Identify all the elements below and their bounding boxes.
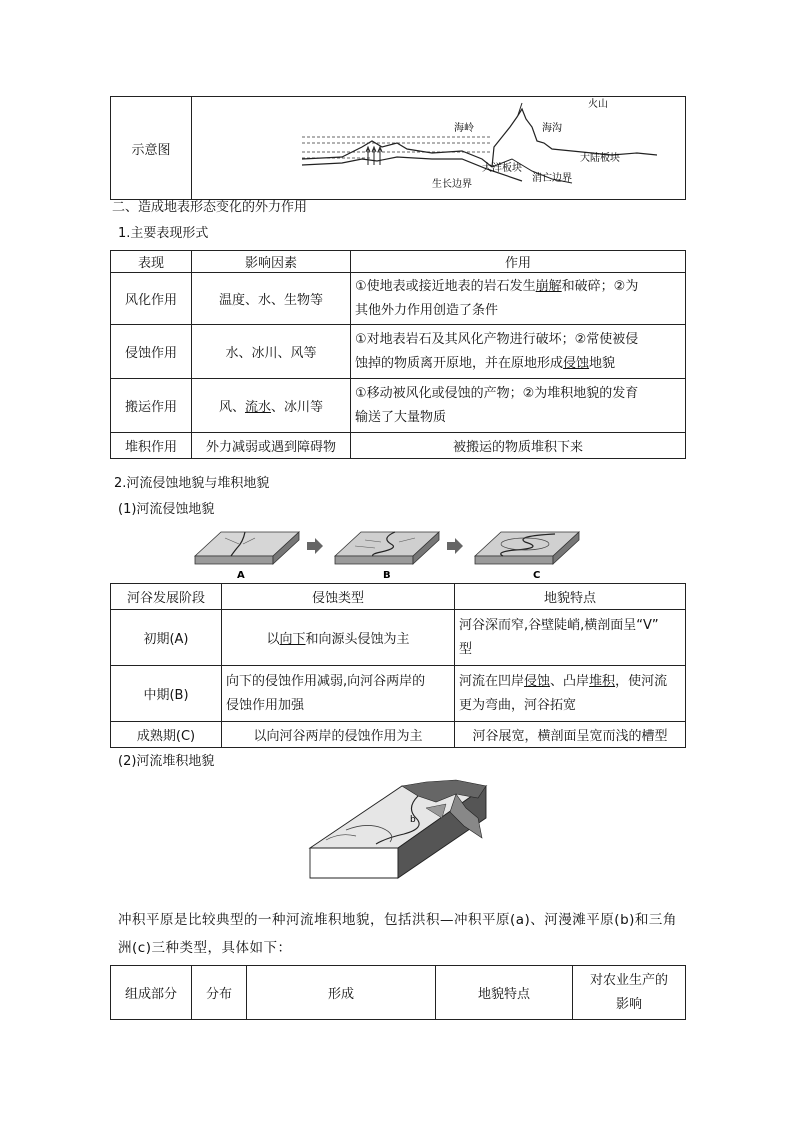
t1-factor-cell xyxy=(192,433,351,459)
t1-effect-cell xyxy=(351,433,686,459)
stage-label-c: C xyxy=(533,570,541,581)
label-hailing-text: 海岭 xyxy=(454,123,474,134)
t3-header: 组成部分 xyxy=(124,987,177,1002)
t2-stage: 中期(B) xyxy=(143,688,189,703)
t1-name: 堆积作用 xyxy=(124,440,177,455)
table-row xyxy=(111,666,686,722)
t2-feature-text: 更为弯曲，河谷拓宽 xyxy=(459,697,577,713)
paragraph-line-2: 洲(c)三种类型，具体如下： xyxy=(118,940,292,956)
sub1-title: 1.主要表现形式 xyxy=(118,226,209,241)
t1-factor: 水、冰川、风等 xyxy=(225,346,317,361)
t3-header: 形成 xyxy=(327,987,354,1002)
t2-header: 侵蚀类型 xyxy=(311,591,364,606)
paragraph-line-1: 冲积平原是比较典型的一种河流堆积地貌，包括洪积—冲积平原(a)、河漫滩平原(b)和三角 xyxy=(118,912,677,928)
t1-effect-text: ①移动被风化或侵蚀的产物；②为堆积地貌的发育 xyxy=(355,385,639,401)
label-haigou: 海沟 xyxy=(542,123,562,134)
t3-header-cell xyxy=(436,966,573,1020)
t3-header: 分布 xyxy=(205,987,232,1002)
t2-stage-cell xyxy=(111,610,222,666)
t2-feature-cell xyxy=(455,722,686,748)
t1-factor: 风、 xyxy=(218,400,245,415)
table-row xyxy=(111,379,686,433)
t1-effect-text: ①使地表或接近地表的岩石发生 xyxy=(355,278,536,294)
t2-feature-text: 河谷展宽，横剖面呈宽而浅的槽型 xyxy=(472,729,668,744)
t1-effect-cell xyxy=(351,273,686,325)
t2-feature-cell xyxy=(455,666,686,722)
stage-label-a: A xyxy=(237,570,245,581)
t2-feature-text: 河谷深而窄,谷壁陡峭,横剖面呈“V” xyxy=(459,617,659,633)
t1-header-cell xyxy=(351,251,686,273)
t2-stage-cell xyxy=(111,722,222,748)
t2-header-cell xyxy=(455,584,686,610)
table-row xyxy=(111,273,686,325)
table-row xyxy=(111,433,686,459)
t1-effect-cell xyxy=(351,379,686,433)
table-row xyxy=(111,610,686,666)
t2-feature-underlined: 堆积 xyxy=(589,673,616,689)
t1-header: 作用 xyxy=(504,256,531,271)
t1-name-cell xyxy=(111,379,192,433)
table-row xyxy=(111,722,686,748)
t2-type-cell xyxy=(222,610,455,666)
alluvial-plain-table xyxy=(110,965,686,1020)
label-huoshan: 火山 xyxy=(588,99,608,110)
t2-type-text: 侵蚀作用加强 xyxy=(226,697,305,713)
t2-type-cell xyxy=(222,722,455,748)
t1-name-cell xyxy=(111,273,192,325)
t1-header: 影响因素 xyxy=(244,256,297,271)
section2-title: 二、造成地表形态变化的外力作用 xyxy=(112,200,308,215)
t2-feature-text: 型 xyxy=(459,641,473,657)
t2-feature-text: 河流在凹岸 xyxy=(459,673,525,689)
t3-header-cell xyxy=(247,966,436,1020)
t3-header: 对农业生产的 xyxy=(589,972,668,988)
t2-header: 地貌特点 xyxy=(543,591,596,606)
valley-block-a xyxy=(195,532,299,564)
t2-feature-text: ，使河流 xyxy=(615,673,668,689)
t3-header: 地貌特点 xyxy=(477,987,530,1002)
table-row xyxy=(111,325,686,379)
t3-header-cell xyxy=(573,966,686,1020)
t1-name: 搬运作用 xyxy=(124,400,177,415)
sub2-title: 2.河流侵蚀地貌与堆积地貌 xyxy=(114,476,270,491)
t1-factor-cell xyxy=(192,379,351,433)
stage-label-b: B xyxy=(383,570,391,581)
t1-effect-text: 蚀掉的物质离开原地，并在原地形成 xyxy=(355,355,564,371)
diagram-label-cell xyxy=(111,97,192,200)
t2-header: 河谷发展阶段 xyxy=(126,591,205,606)
stage-arrow-icon xyxy=(307,538,323,554)
t2-feature-text: 、凸岸 xyxy=(550,673,590,689)
label-dayang: 大洋板块 xyxy=(482,163,522,174)
t1-effect-text: 其他外力作用创造了条件 xyxy=(355,302,499,318)
river-valley-stages-illustration xyxy=(185,526,605,582)
valley-block-c xyxy=(475,532,579,564)
t1-effect-text: 地貌 xyxy=(589,355,616,371)
t1-factor-underlined: 流水 xyxy=(244,400,271,415)
t1-name-cell xyxy=(111,433,192,459)
t1-factor-cell xyxy=(192,325,351,379)
t1-header-cell xyxy=(192,251,351,273)
t1-effect-text: 输送了大量物质 xyxy=(355,409,447,425)
t2-stage: 成熟期(C) xyxy=(136,729,196,744)
diagram-table xyxy=(110,96,686,200)
label-xiaowang: 消亡边界 xyxy=(532,173,572,184)
sub2-2-title: (2)河流堆积地貌 xyxy=(118,754,215,769)
t2-header-cell xyxy=(222,584,455,610)
t2-type-text: 以向河谷两岸的侵蚀作用为主 xyxy=(253,729,423,744)
label-dalu: 大陆板块 xyxy=(580,153,620,164)
t1-effect-underlined: 侵蚀 xyxy=(563,355,590,371)
t2-type-text: 向下的侵蚀作用减弱,向河谷两岸的 xyxy=(226,673,426,689)
t2-feature-cell xyxy=(455,610,686,666)
t1-factor: 温度、水、生物等 xyxy=(218,293,323,308)
river-valley-table xyxy=(110,583,686,748)
t1-name: 风化作用 xyxy=(124,293,177,308)
t2-stage-cell xyxy=(111,666,222,722)
t2-type-text: 和向源头侵蚀为主 xyxy=(305,632,410,647)
t1-header: 表现 xyxy=(137,256,164,271)
t1-effect-text: ①对地表岩石及其风化产物进行破坏；②常使被侵 xyxy=(355,331,639,347)
sub2-1-title: (1)河流侵蚀地貌 xyxy=(118,502,215,517)
stage-arrow-icon xyxy=(447,538,463,554)
t3-header-cell xyxy=(192,966,247,1020)
t1-effect-cell xyxy=(351,325,686,379)
t1-name: 侵蚀作用 xyxy=(124,346,177,361)
t2-type-text: 以 xyxy=(266,632,280,647)
diagram-cell xyxy=(192,97,686,200)
t2-type-underlined: 向下 xyxy=(279,632,306,647)
t1-effect-text: 和破碎；②为 xyxy=(561,278,639,294)
label-b: b xyxy=(410,815,416,825)
t2-feature-underlined: 侵蚀 xyxy=(524,673,551,689)
t3-header: 影响 xyxy=(615,996,642,1012)
plate-boundary-diagram xyxy=(192,97,682,195)
alluvial-plain-block-diagram xyxy=(306,778,492,902)
t2-type-cell xyxy=(222,666,455,722)
t1-factor-cell xyxy=(192,273,351,325)
t3-header-cell xyxy=(111,966,192,1020)
t1-header-cell xyxy=(111,251,192,273)
t1-effect-text: 被搬运的物质堆积下来 xyxy=(452,440,583,455)
t1-effect-underlined: 崩解 xyxy=(535,278,562,294)
diagram-label: 示意图 xyxy=(131,142,171,158)
t1-name-cell xyxy=(111,325,192,379)
t2-header-cell xyxy=(111,584,222,610)
t2-stage: 初期(A) xyxy=(143,632,189,647)
label-shengzhang: 生长边界 xyxy=(432,179,472,190)
t1-factor: 外力减弱或遇到障碍物 xyxy=(205,440,336,455)
valley-block-b xyxy=(335,532,439,564)
external-forces-table xyxy=(110,250,686,459)
t1-factor: 、冰川等 xyxy=(271,400,324,415)
